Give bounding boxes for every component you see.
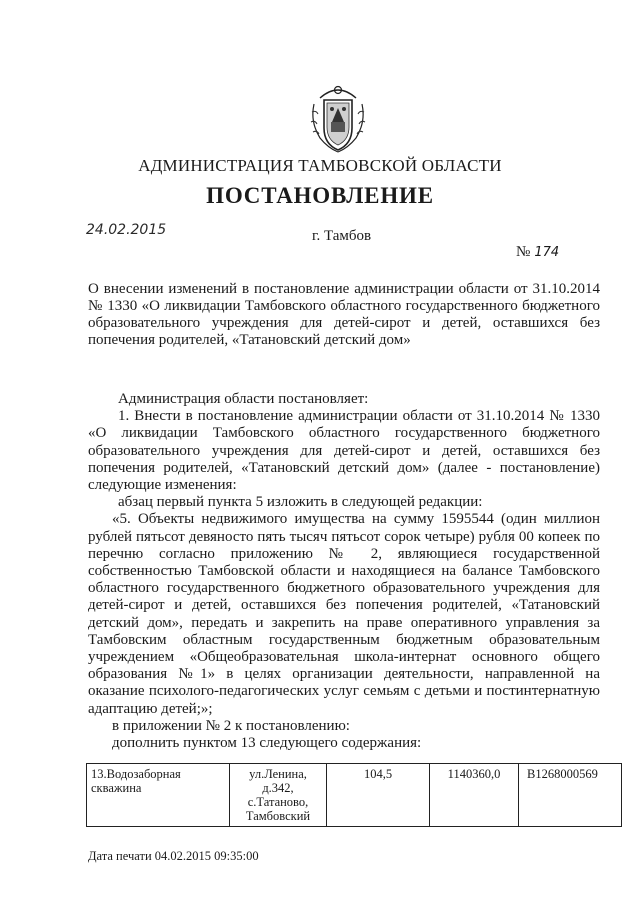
print-date: Дата печати 04.02.2015 09:35:00 [88,849,259,863]
address-line: с.Татаново, [247,795,309,809]
address-line: ул.Ленина, [249,767,307,781]
handwritten-number: 174 [534,245,560,260]
table-cell-name: 13.Водозаборная скважина [87,764,230,827]
body-paragraph: Администрация области постановляет: [118,391,369,407]
amendment-table [86,763,622,827]
body-paragraph: дополнить пунктом 13 следующего содержания: [112,735,422,752]
table-cell-code: В1268000569 [519,764,622,827]
address-line: д.342, [262,781,294,795]
table-cell-value2: 1140360,0 [430,764,519,827]
document-type-heading: ПОСТАНОВЛЕНИЕ [206,183,434,208]
body-paragraph: «5. Объекты недвижимого имущества на сумму 1595544 (один миллион рублей пятьсот девяносто пять тысяч пятьсот сорок четыре) рубля 00 копеек по перечню согласно приложению № 2, являющиеся государственной собственностью Тамбовской области и находящиеся на балансе Тамбовского областного государственного бюджетного образовательного учреждения для детей-сирот и детей, оставшихся без попечения родителей, «Татановский детский дом», передать и закрепить на праве оперативного управления за Тамбовским областным государственным бюджетным образовательным учреждением «Общеобразовательная школа-интернат основного общего образования №1» в целях организации деятельности, направленной на оказание психолого-педагогических услуг семьям с детьми и постинтернатную адаптацию детей;»; [88,511,600,717]
document-number [516,244,559,261]
body-paragraph: абзац первый пункта 5 изложить в следующей редакции: [118,494,483,511]
document-body [88,391,600,752]
body-paragraph: 1. Внести в постановление администрации области от 31.10.2014 № 1330 «О ликвидации Тамбовского областного государственного бюджетного образовательного учреждения для детей-сирот и детей, оставшихся без попечения родителей, «Татановский детский дом» (далее - постановление) следующие изменения: [88,408,600,494]
table-cell-address [230,764,327,827]
table-cell-value1: 104,5 [327,764,430,827]
table-row [87,764,622,827]
organization-name: АДМИНИСТРАЦИЯ ТАМБОВСКОЙ ОБЛАСТИ [138,156,502,175]
coat-of-arms-emblem [300,78,376,156]
city-name: г. Тамбов [312,228,372,244]
number-label: № [516,244,531,260]
body-paragraph: в приложении № 2 к постановлению: [112,717,350,734]
address-line: Тамбовский [245,809,311,823]
handwritten-date: 24.02.2015 [86,222,167,238]
document-title: О внесении изменений в постановление администрации области от 31.10.2014 № 1330 «О ликвидации Тамбовского областного государственного бюджетного образовательного учреждения для детей-сирот и детей, оставшихся без попечения родителей, «Татановский детский дом» [88,281,600,348]
